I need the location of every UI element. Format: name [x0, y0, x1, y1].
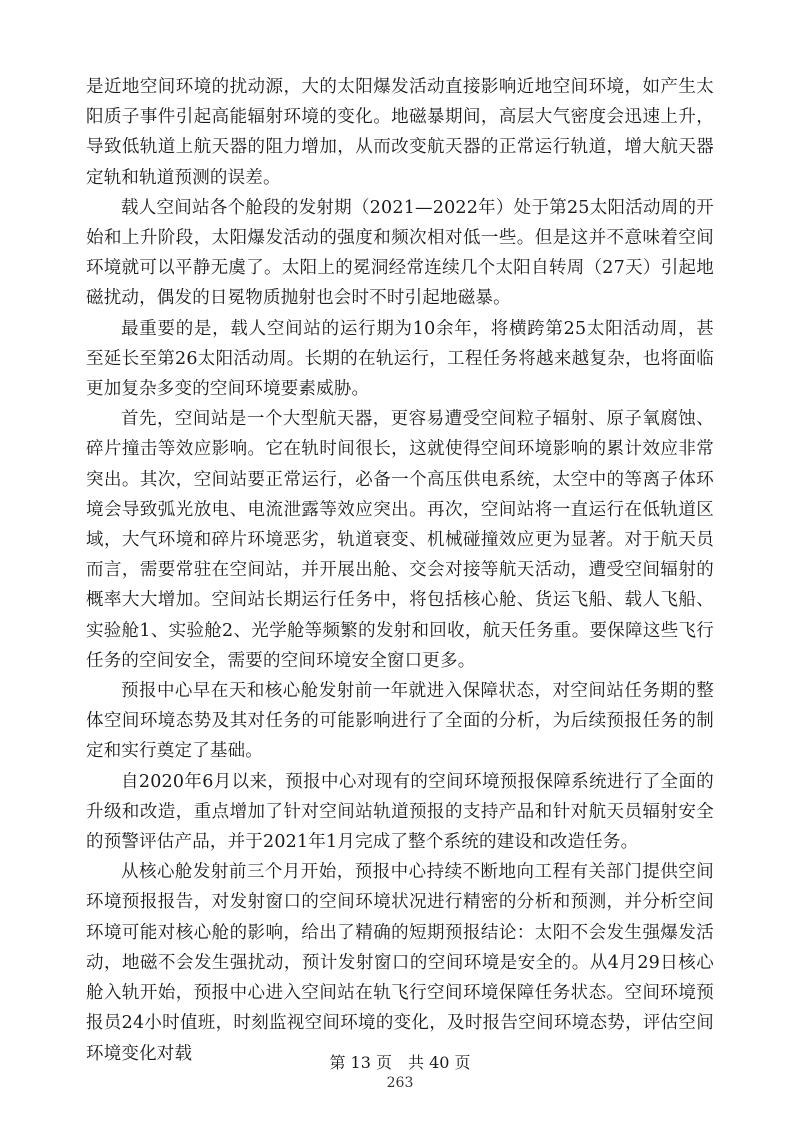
paragraph-4: 首先，空间站是一个大型航天器，更容易遭受空间粒子辐射、原子氧腐蚀、碎片撞击等效应影响。它在轨时间很长，这就使得空间环境影响的累计效应非常突出。其次，空间站要正常运行，必备一个高压供电系统，太空中的等离子体环境会导致弧光放电、电流泄露等效应突出。再次，空间站将一直运行在低轨道区域，大气环境和碎片环境恶劣，轨道衰变、机械碰撞效应更为显著。对于航天员而言，需要常驻在空间站，并开展出舱、交会对接等航天活动，遭受空间辐射的概率大大增加。空间站长期运行任务中，将包括核心舱、货运飞船、载人飞船、实验舱1、实验舱2、光学舱等频繁的发射和回收，航天任务重。要保障这些飞行任务的空间安全，需要的空间环境安全窗口更多。 — [86, 409, 714, 671]
page-footer — [0, 1052, 800, 1092]
document-body — [86, 72, 714, 1069]
paragraph-6: 自2020年6月以来，预报中心对现有的空间环境预报保障系统进行了全面的升级和改造，重点增加了针对空间站轨道预报的支持产品和针对航天员辐射安全的预警评估产品，并于2021年1月完成了整个系统的建设和改造任务。 — [86, 771, 714, 853]
paragraph-7: 从核心舱发射前三个月开始，预报中心持续不断地向工程有关部门提供空间环境预报报告，对发射窗口的空间环境状况进行精密的分析和预测，并分析空间环境可能对核心舱的影响，给出了精确的短期预报结论：太阳不会发生强爆发活动，地磁不会发生强扰动，预计发射窗口的空间环境是安全的。从4月29日核心舱入轨开始，预报中心进入空间站在轨飞行空间环境保障任务状态。空间环境预报员24小时值班，时刻监视空间环境的变化，及时报告空间环境态势，评估空间环境变化对载 — [86, 862, 714, 1064]
page-label: 第 13 页 共 40 页 — [329, 1053, 471, 1072]
paragraph-5: 预报中心早在天和核心舱发射前一年就进入保障状态，对空间站任务期的整体空间环境态势及其对任务的可能影响进行了全面的分析，为后续预报任务的制定和实行奠定了基础。 — [86, 681, 714, 762]
paragraph-2: 载人空间站各个舱段的发射期（2021—2022年）处于第25太阳活动周的开始和上升阶段，太阳爆发活动的强度和频次相对低一些。但是这并不意味着空间环境就可以平静无虞了。太阳上的冕洞经常连续几个太阳自转周（27天）引起地磁扰动，偶发的日冕物质抛射也会时不时引起地磁暴。 — [86, 197, 714, 309]
paragraph-1: 是近地空间环境的扰动源，大的太阳爆发活动直接影响近地空间环境，如产生太阳质子事件引起高能辐射环境的变化。地磁暴期间，高层大气密度会迅速上升，导致低轨道上航天器的阻力增加，从而改变航天器的正常运行轨道，增大航天器定轨和轨道预测的误差。 — [86, 77, 714, 188]
page-number: 263 — [386, 1075, 414, 1091]
paragraph-3: 最重要的是，载人空间站的运行期为10余年，将横跨第25太阳活动周，甚至延长至第26太阳活动周。长期的在轨运行，工程任务将越来越复杂，也将面临更加复杂多变的空间环境要素威胁。 — [86, 318, 714, 400]
